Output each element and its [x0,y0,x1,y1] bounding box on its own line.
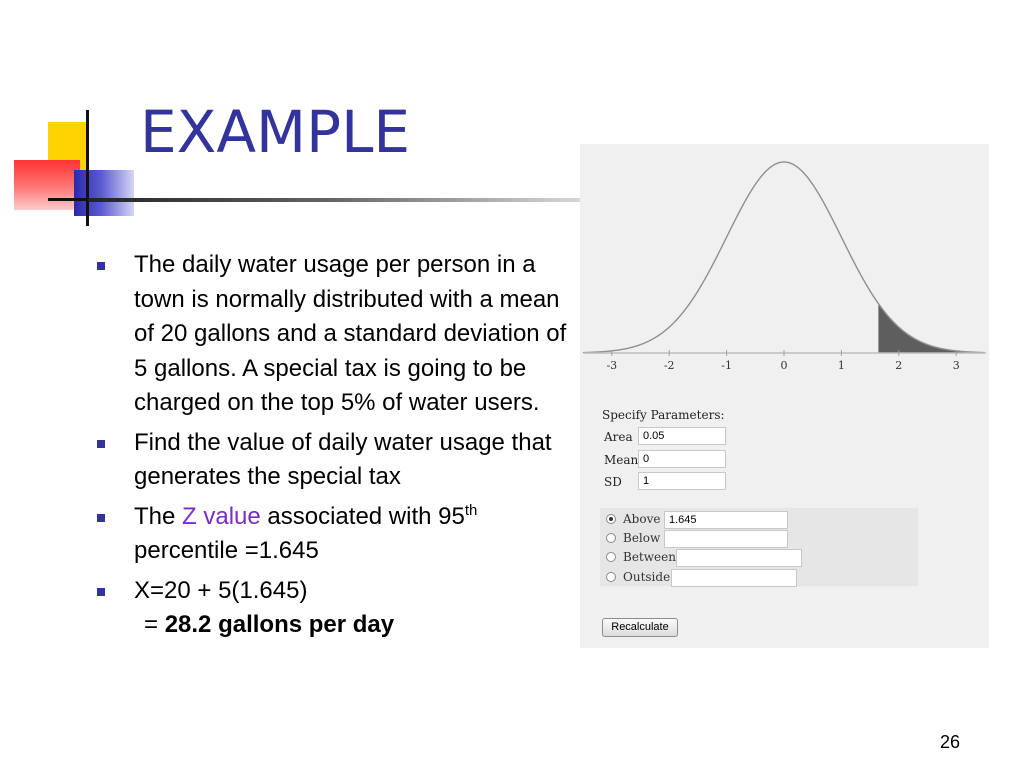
bullet-task [96,426,586,495]
mean-input[interactable]: 0 [638,450,726,468]
normal-curve [583,162,985,353]
bullet-text: Find the value of daily water usage that generates the special tax [134,428,552,490]
axis-tick-label: -1 [721,359,732,372]
page-number: 26 [940,732,961,752]
axis-tick-label: 0 [780,359,788,372]
sd-label: SD [604,475,622,489]
outside-input[interactable] [671,569,797,587]
bullet-z-value [96,500,586,569]
mean-label: Mean [604,453,639,467]
logo-red-square [14,160,80,210]
axis-tick-label: 3 [952,359,960,372]
area-input[interactable]: 0.05 [638,427,726,445]
above-radio[interactable] [606,514,616,524]
between-label: Between [623,550,676,564]
formula-text: X=20 + 5(1.645) [134,576,308,604]
bullet-square-icon [97,588,105,596]
axis-tick-label: -2 [663,359,675,372]
below-input[interactable] [664,530,788,548]
between-radio[interactable] [606,552,616,562]
outside-label: Outside [623,570,671,584]
bullet-square-icon [97,440,105,448]
z-value-highlight: Z value [182,502,261,530]
sd-input[interactable]: 1 [638,472,726,490]
bullet-text-middle: associated with 95 [260,502,465,530]
result-value: 28.2 gallons per day [164,611,395,638]
logo-vertical-line [86,110,89,226]
bullet-problem [96,248,586,421]
bullet-formula [96,574,586,643]
bullet-text-percentile: percentile =1.645 [134,537,319,564]
bullet-square-icon [97,262,105,270]
area-label: Area [604,430,633,444]
above-label: Above [623,512,661,526]
superscript-th: th [464,501,478,519]
decorative-logo [0,100,140,230]
params-title: Specify Parameters: [602,408,725,422]
logo-blue-square [74,170,134,216]
title-underline [88,198,580,202]
recalculate-button[interactable]: Recalculate [602,618,678,637]
result-line [134,608,586,643]
between-input[interactable] [676,549,802,567]
normal-calculator-panel [580,144,989,648]
equals-sign: = [144,611,165,638]
slide-title: EXAMPLE [140,98,411,166]
axis-tick-label: 1 [837,359,845,372]
normal-curve-chart [580,144,989,384]
above-input[interactable]: 1.645 [664,511,788,529]
region-options [600,508,918,586]
bullet-text-prefix: The [134,502,183,530]
below-radio[interactable] [606,533,616,543]
bullet-square-icon [97,514,105,522]
bullet-text: The daily water usage per person in a town is normally distributed with a mean of 20 gallons and a standard deviation of 5 gallons. A special tax is going to be charged on the top 5% of water users. [134,251,567,416]
below-label: Below [623,531,661,545]
bullet-list [96,248,586,643]
outside-radio[interactable] [606,572,616,582]
axis-tick-label: 2 [895,359,903,372]
axis-tick-label: -3 [606,359,618,372]
